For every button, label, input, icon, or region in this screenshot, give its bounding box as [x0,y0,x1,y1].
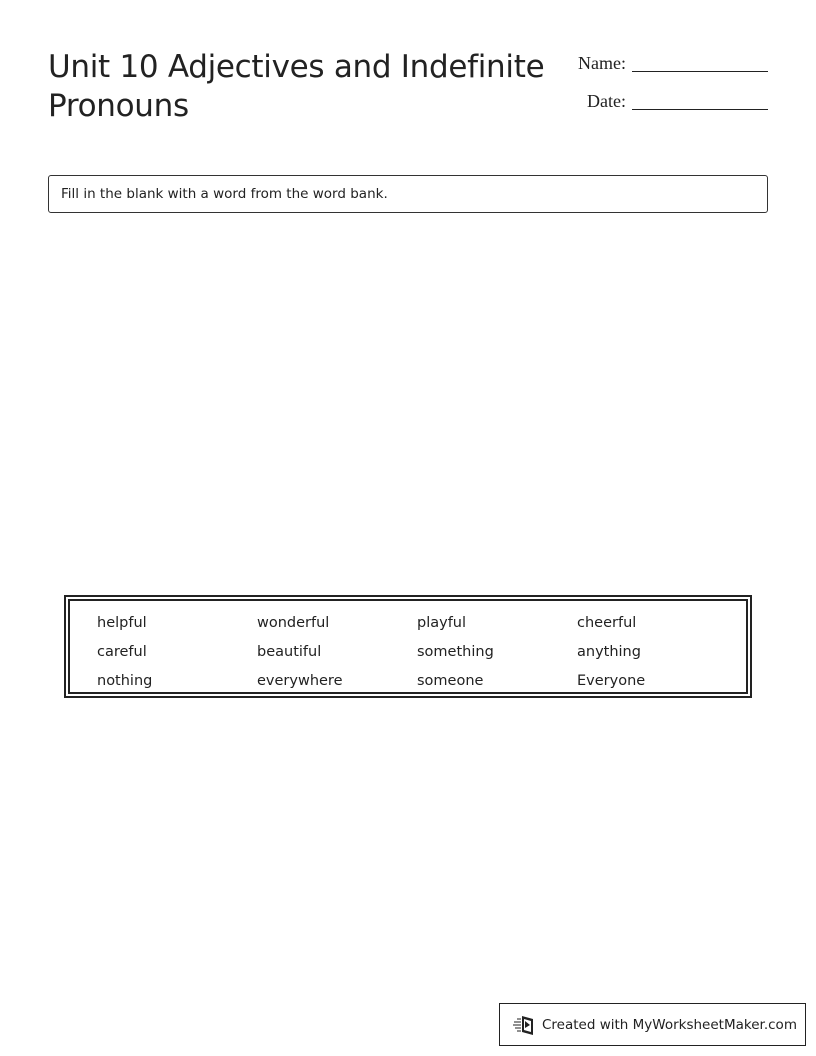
word-bank-word: everywhere [257,673,343,689]
worksheet-maker-logo-icon [512,1014,538,1036]
date-label: Date: [587,91,626,111]
date-blank-line[interactable] [632,109,768,110]
instructions-text: Fill in the blank with a word from the word bank. [61,186,388,202]
word-bank-word: anything [577,644,641,660]
word-bank-word: playful [417,615,467,631]
word-bank-word: careful [97,644,147,660]
word-bank-word: cheerful [577,615,637,631]
word-bank-word: helpful [97,615,147,631]
date-field [587,90,768,112]
word-bank-word: Everyone [577,673,646,689]
footer-badge[interactable] [499,1003,806,1046]
word-bank-grid [97,609,746,696]
name-field [578,52,768,74]
word-bank-word: beautiful [257,644,322,660]
word-bank-word: someone [417,673,484,689]
word-bank-word: something [417,644,494,660]
instructions-box [48,175,768,213]
name-blank-line[interactable] [632,71,768,72]
word-bank [64,595,752,698]
word-bank-word: nothing [97,673,153,689]
worksheet-title: Unit 10 Adjectives and Indefinite Pronouns [48,49,545,124]
footer-text: Created with MyWorksheetMaker.com [542,1016,797,1033]
word-bank-inner-border [68,599,748,694]
word-bank-word: wonderful [257,615,330,631]
name-label: Name: [578,53,626,73]
